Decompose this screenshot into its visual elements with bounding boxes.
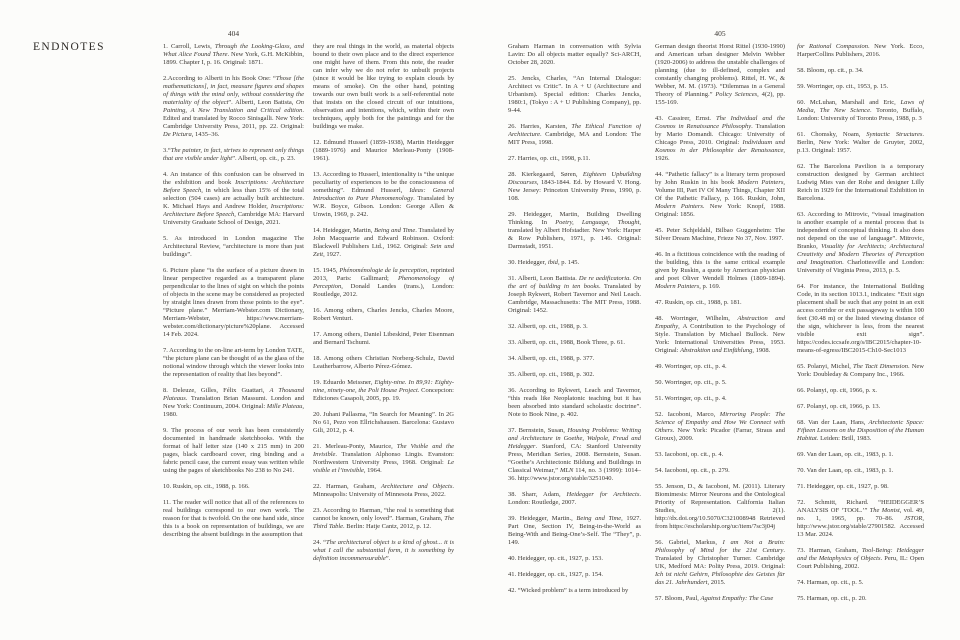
endnote-paragraph: 11. The reader will notice that all of the references to real buildings correspond to our own work. The reason for that is twofold. On the one hand side, since this is a book on representation of buildings, we are describing the absent buildings in the assumption that bbox=[163, 499, 304, 538]
endnote-paragraph: 52. Iacoboni, Marco, Mirroring People: The Science of Empathy and How We Connect with Others. New York: Picador (Farrar, Straus and Giroux), 2009. bbox=[655, 411, 785, 442]
endnote-paragraph: 51. Worringer, op. cit., p. 4. bbox=[655, 395, 727, 402]
endnote-paragraph: German design theorist Horst Rittel (1930-1990) and American urban designer Melvin Webber (1920-2006) to address the unstable challenges of planning (due to ill-defined, complex and constantly changing problems). Rittel, H. W., & Webber, M. M. (1973). “Dilemmas in a General Theory of Planning.” Policy Sciences, 4(2), pp. 155-169. bbox=[655, 43, 785, 106]
endnotes-column-3 bbox=[508, 43, 641, 629]
endnote-paragraph: 19. Eduardo Meissner, Eighty-nine. In 89,91: Eighty-nine, ninety-one, the Poli House Project. Concepcion: Ediciones Casapoli, 2005, pp. 19. bbox=[313, 379, 454, 402]
endnote-paragraph: 2.According to Alberti in his Book One: “Those [the mathematicians], in fact, measure figures and shapes of things with the mind only, without considering the materiality of the object”. Alberti, Leon Batista, On Painting, A New Translation and Critical edition. Edited and translated by Rocco Sinisgalli. New York: Cambridge University Press, 2011, pp. 22. Original: De Pictura, 1435–36. bbox=[163, 75, 304, 138]
endnote-paragraph: 57. Bloom, Paul, Against Empathy: The Case bbox=[655, 595, 774, 602]
endnote-paragraph: 21. Merleau-Ponty, Maurice, The Visible and the Invisible. Translation Alphonso Lingis. Evanston: Northwestern University Press, 1968. Original: Le visible et l’invisible, 1964. bbox=[313, 443, 454, 474]
page-number-left: 404 bbox=[227, 29, 240, 38]
endnote-paragraph: 16. Among others, Charles Jencks, Charles Moore, Robert Venturi. bbox=[313, 307, 454, 322]
endnote-paragraph: 25. Jencks, Charles, “An Internal Dialogue: Architect vs Critic”. In A + U (Architecture and Urbanism). Special edition: Charles Jencks, 1980:1, (Tokyo : A + U Publishing Company), pp. 9-44. bbox=[508, 75, 641, 114]
endnote-paragraph: 50. Worringer, op. cit., p. 5. bbox=[655, 379, 727, 386]
endnote-paragraph: 23. According to Harman, “the real is something that cannot be known, only loved”. Harman, Graham, The Third Table. Berlin: Hatje Cantz, 2012, p. 12. bbox=[313, 507, 454, 530]
endnote-paragraph: 59. Worringer, op. cit., 1953, p. 15. bbox=[797, 83, 889, 90]
endnote-paragraph: 18. Among others Christian Norberg-Schulz, David Leatherbarrow, Alberto Pérez-Gómez. bbox=[313, 355, 454, 370]
endnote-paragraph: 67. Polanyi, op. cit, 1966, p. 13. bbox=[797, 403, 881, 410]
endnote-paragraph: 40. Heidegger, op. cit., 1927, p. 153. bbox=[508, 555, 604, 562]
endnote-paragraph: 9. The process of our work has been consistently documented in handmade sketchbooks. With the format of half letter size (140 x 215 mm) in 200 pages, black cardboard cover, ring binding and a fabric pencil case, the current essay was written while using the pages of sketchbooks No 238 to No 241. bbox=[163, 427, 304, 474]
endnote-paragraph: 39. Heidegger, Martin., Being and Time, 1927. Part One, Section IV, Being-in-the-World as Being-With and Being-One’s-Self. The “They”, p. 149. bbox=[508, 515, 641, 546]
endnote-paragraph: 63. According to Mitrovic, “visual imagination is another example of a mental process that is independent of conceptual thinking. It also does not depend on the use of language”. Mitrovic, Branko, Visuality for Architects; Architectural Creativity and Modern Theories of Perception and Imagination. Charlottesville and London: University of Virginia Press, 2013, p. 5. bbox=[797, 211, 924, 274]
endnote-paragraph: 20. Juhani Pallasma, “In Search for Meaning”. In 2G No 61, Pezo von Ellrichshausen. Barcelona: Gustavo Gili, 2012, p. 4. bbox=[313, 411, 454, 434]
endnote-paragraph: 58. Bloom, op. cit., p. 34. bbox=[797, 67, 864, 74]
endnote-paragraph: 31. Alberti, Leon Battista. De re aedificatoria. On the art of building in ten books. Translated by Joseph Rykwert, Robert Tavernor and Neil Leach. Cambridge, Massachusetts: The MIT Press, 1988. Original: 1452. bbox=[508, 275, 641, 314]
endnote-paragraph: 4. An instance of this confusion can be observed in the exhibition and book Inscriptions: Architecture Before Speech, in which less than 15% of the total selection (504 cases) are actually built architecture. K. Michael Hays and Andrew Holder, Inscriptions: Architecture Before Speech, Cambridge MA: Harvard University Graduate School of Design, 2021. bbox=[163, 171, 304, 226]
endnote-paragraph: 1. Carroll, Lewis, Through the Looking-Glass, and What Alice Found There. New York, G.H. McKibbin, 1899. Chapter I, p. 16. Original: 1871. bbox=[163, 43, 304, 66]
endnote-paragraph: 15. 1945, Phénoménologie de la perception, reprinted 2013, Paris: Gallimard; Phenomenology of Perception, Donald Landes (trans.), London: Routledge, 2012. bbox=[313, 267, 454, 298]
endnote-paragraph: 30. Heidegger, ibid, p. 145. bbox=[508, 259, 580, 266]
endnote-paragraph: 54. Iacoboni, op. cit., p. 279. bbox=[655, 467, 730, 474]
endnote-paragraph: 37. Bernstein, Susan, Housing Problems: Writing and Architecture in Goethe, Walpole, Freud and Heidegger. Stanford, CA: Stanford University Press, Meridian Series, 2008. Bernstein, Susan. “Goethe’s Architectonic Bildung and Buildings in Classical Weimar,” MLN 114, no. 3 (1999): 1014–36. http://www.jstor.org/stable/3251040. bbox=[508, 427, 641, 482]
endnote-paragraph: 70. Van der Laan, op. cit., 1983, p. 1. bbox=[797, 467, 894, 474]
endnote-paragraph: 53. Iacoboni, op. cit., p. 4. bbox=[655, 451, 724, 458]
endnote-paragraph: 72. Schmitt, Richard. “HEIDEGGER’S ANALYSIS OF ‘TOOL.’” The Monist, vol. 49, no. 1, 1965, pp. 70–86. JSTOR, http://www.jstor.org/stable/27901582. Accessed 13 Mar. 2024. bbox=[797, 499, 924, 538]
endnote-paragraph: 61. Chomsky, Noam, Syntactic Structures. Berlin, New York: Walter de Gruyter, 2002, p.13. Original: 1957. bbox=[797, 131, 924, 154]
endnotes-column-5 bbox=[797, 43, 924, 629]
endnote-paragraph: 34. Alberti, op. cit., 1988, p. 377. bbox=[508, 355, 595, 362]
endnote-paragraph: 32. Alberti, op. cit., 1988, p. 3. bbox=[508, 323, 588, 330]
endnote-paragraph: 3.“The painter, in fact, strives to represent only things that are visible under light”. Alberti, op. cit., p. 23. bbox=[163, 147, 304, 162]
endnote-paragraph: 17. Among others, Daniel Libeskind, Peter Eisenman and Bernard Tschumi. bbox=[313, 331, 454, 346]
endnote-paragraph: 47. Ruskin, op. cit., 1988, p. 181. bbox=[655, 299, 742, 306]
endnote-paragraph: 75. Harman, op. cit., p. 20. bbox=[797, 595, 867, 602]
endnote-paragraph: 38. Sharr, Adam, Heidegger for Architects. London: Routledge, 2007. bbox=[508, 491, 641, 506]
endnote-paragraph: 41. Heidegger, op. cit., 1927, p. 154. bbox=[508, 571, 604, 578]
endnote-paragraph: 28. Kierkegaard, Søren, Eighteen Upbuilding Discourses, 1843-1844. Ed. by Howard V. Hong. New Jersey: Princeton University Press, 1990, p. 108. bbox=[508, 171, 641, 202]
endnote-paragraph: 49. Worringer, op. cit., p. 4. bbox=[655, 363, 727, 370]
endnote-paragraph: 13. According to Husserl, intentionality is “the unique peculiarity of experiences to be the consciousness of something”. Edmund Husserl, Ideas: General Introduction to Pure Phenomenology. Translated by W.R. Boyce, Gibson. London: George Allen & Unwin, 1969, p. 242. bbox=[313, 171, 454, 218]
endnote-paragraph: 22. Harman, Graham, Architecture and Objects. Minneapolis: University of Minnesota Press, 2022. bbox=[313, 483, 454, 498]
endnote-paragraph: 69. Van der Laan, op. cit., 1983, p. 1. bbox=[797, 451, 894, 458]
endnote-paragraph: 73. Harman, Graham, Tool-Being: Heidegger and the Metaphysics of Objects. Peru, IL: Open Court Publishing, 2002. bbox=[797, 547, 924, 570]
page-number-right: 405 bbox=[714, 29, 726, 38]
endnote-paragraph: 56. Gabriel, Markus, I am Not a Brain: Philosophy of Mind for the 21st Century. Translated by Christopher Turner. Cambridge UK, Medford MA: Polity Press, 2019. Original: Ich ist nicht Gehirn, Philosophie des Geistes für das 21. Jahrhundert, 2015. bbox=[655, 539, 785, 586]
endnote-paragraph: 64. For instance, the International Building Code, in its section 1013.1, indicates: “Exit sign placement shall be such that any point in an exit access corridor or exit passageway is within 100 feet (30.48 m) or the listed viewing distance of the sign, whichever is less, from the nearest visible exit sign”. https://codes.iccsafe.org/s/IBC2015/chapter-10-means-of-egress/IBC2015-Ch10-Sec1013 bbox=[797, 283, 924, 354]
endnotes-column-4 bbox=[655, 43, 785, 629]
endnote-paragraph: 62. The Barcelona Pavilion is a temporary construction designed by German architect Ludwig Mies van der Rohe and designer Lilly Reich in 1929 for the International Exhibition in Barcelona. bbox=[797, 163, 924, 202]
endnote-paragraph: 29. Heidegger, Martin, Building Dwelling Thinking. In Poetry, Language, Thought, translated by Albert Hofstadter. New York: Harper & Row Publishers, 1971, p. 146. Original: Darmstadt, 1951. bbox=[508, 211, 641, 250]
endnote-paragraph: 10. Ruskin, op. cit., 1988, p. 166. bbox=[163, 483, 250, 490]
endnote-paragraph: 26. Harries, Karsten, The Ethical Function of Architecture. Cambridge, MA and London: The MIT Press, 1998. bbox=[508, 123, 641, 146]
endnote-paragraph: 55. Jenson, D., & Iacoboni, M. (2011). Literary Biomimesis: Mirror Neurons and the Ontological Priority of Representation. California Italian Studies, 2(1). http://dx.doi.org/10.5070/C321008948 Retrieved from https://escholarship.org/uc/item/7sc3j04j bbox=[655, 483, 785, 530]
endnotes-heading: ENDNOTES bbox=[33, 41, 105, 53]
endnote-paragraph: 44. “Pathetic fallacy” is a literary term proposed by John Ruskin in his book Modern Painters, Volume III, Part IV Of Many Things, Chapter XII Of the Pathetic Fallacy, p. 166. Ruskin, John, Modern Painters. New York: Knopf, 1988. Original: 1856. bbox=[655, 171, 785, 218]
endnote-paragraph: 46. In a fictitious coincidence with the reading of the building, this is the same critical example given by Ruskin, a quote by American physician and poet Oliver Wendell Holmes (1809-1894). Modern Painters, p. 169. bbox=[655, 251, 785, 290]
endnotes-column-2 bbox=[313, 43, 454, 629]
endnote-paragraph: 71. Heidegger, op. cit., 1927, p. 98. bbox=[797, 483, 889, 490]
endnote-paragraph: 35. Alberti, op. cit., 1988, p. 302. bbox=[508, 371, 595, 378]
endnote-paragraph: 45. Peter Schjeldahl, Bilbao Guggenheim: The Silver Dream Machine, Frieze No 37, Nov. 1997. bbox=[655, 227, 785, 242]
endnote-paragraph: 33. Alberti, op. cit., 1988, Book Three, p. 61. bbox=[508, 339, 626, 346]
endnote-paragraph: 5. As introduced in London magazine The Architectural Review, “architecture is more than just buildings”. bbox=[163, 235, 304, 258]
endnote-paragraph: 48. Worringer, Wilhelm, Abstraction and Empathy, A Contribution to the Psychology of Style. Translation by Michael Bullock. New York: International Universities Press, 1953. Original: Abstraktion und Einfühlung, 1908. bbox=[655, 315, 785, 354]
endnote-paragraph: they are real things in the world, as material objects bound to their own place and to the direct experience one might have of them. From this note, the reader can infer why we do not refer to unbuilt projects (since it would be like trying to explain clouds by means of smoke). On the other hand, pointing towards our own built work is a self-referential note that insists on the closed circuit of our intuitions, observation and intentions, which, within their own techniques, apply both for the paintings and for the buildings we make. bbox=[313, 43, 454, 130]
endnotes-column-1 bbox=[163, 43, 304, 629]
endnote-paragraph: 8. Deleuze, Gilles, Félix Guattari, A Thousand Plateaus. Translation Brian Massumi. London and New York: Continuum, 2004. Original: Mille Plateau, 1980. bbox=[163, 387, 304, 418]
endnote-paragraph: 24. “The architectural object is a kind of ghost... it is what I call the substantial form, it is something by definition incommensurable”. bbox=[313, 539, 454, 562]
endnote-paragraph: 43. Cassirer, Ernst. The Individual and the Cosmos in Renaissance Philosophy. Translation by Mario Domandi. Chicago: University of Chicago Press, 2010. Original: Individuum und Kosmos in der Philosophie der Renaissance, 1926. bbox=[655, 115, 785, 162]
endnote-paragraph: Graham Harman in conversation with Sylvia Lavin: Do all objects matter equally? Sci-ARCH, October 28, 2020. bbox=[508, 43, 641, 66]
endnote-paragraph: 60. McLuhan, Marshall and Eric, Laws of Media, The New Science. Toronto, Buffalo, London: University of Toronto Press, 1988, p. 3 bbox=[797, 99, 924, 122]
endnote-paragraph: 68. Van der Laan, Hans, Architectonic Space: Fifteen Lessons on the Disposition of the Human Habitat. Leiden: Brill, 1983. bbox=[797, 419, 924, 442]
endnote-paragraph: 65. Polanyi, Michel, The Tacit Dimension. New York: Doubleday & Company Inc., 1966. bbox=[797, 363, 924, 378]
endnote-paragraph: 12. Edmund Husserl (1859-1938), Martin Heidegger (1889-1976) and Maurice Merleau-Ponty (1908-1961). bbox=[313, 139, 454, 162]
endnote-paragraph: 6. Picture plane “is the surface of a picture drawn in linear perspective regarded as a transparent plane perpendicular to the lines of sight on which the points of objects in the scene may be considered as projected by straight lines drawn from those points to the eye”. “Picture plane.” Merriam-Webster.com Dictionary, Merriam-Webster, https://www.merriam-webster.com/dictionary/picture%20plane. Accessed 14 Feb. 2024. bbox=[163, 267, 304, 338]
endnote-paragraph: 74. Harman, op. cit., p. 5. bbox=[797, 579, 864, 586]
endnote-paragraph: for Rational Compassion. New York. Ecco, HarperCollins Publishers, 2016. bbox=[797, 43, 924, 58]
endnote-paragraph: 42. “Wicked problem” is a term introduced by bbox=[508, 587, 629, 594]
endnote-paragraph: 27. Harries, op. cit., 1998, p.11. bbox=[508, 155, 591, 162]
endnote-paragraph: 36. According to Rykwert, Leach and Tavernor, “this reads like Neoplatonic teaching but it has been absorbed into standard scholastic doctrine”. Note to Book Nine, p. 402. bbox=[508, 387, 641, 418]
endnote-paragraph: 66. Polanyi, op. cit, 1966, p. x. bbox=[797, 387, 877, 394]
endnote-paragraph: 14. Heidegger, Martin, Being and Time. Translated by John Macquarrie and Edward Robinson. Oxford: Blackwell Publishers Ltd., 1962. Original: Sein und Zeit, 1927. bbox=[313, 227, 454, 258]
endnote-paragraph: 7. According to the on-line art-term by London TATE, “the picture plane can be thought of as the glass of the notional window through which the viewer looks into the representation of reality that lies beyond”. bbox=[163, 347, 304, 378]
